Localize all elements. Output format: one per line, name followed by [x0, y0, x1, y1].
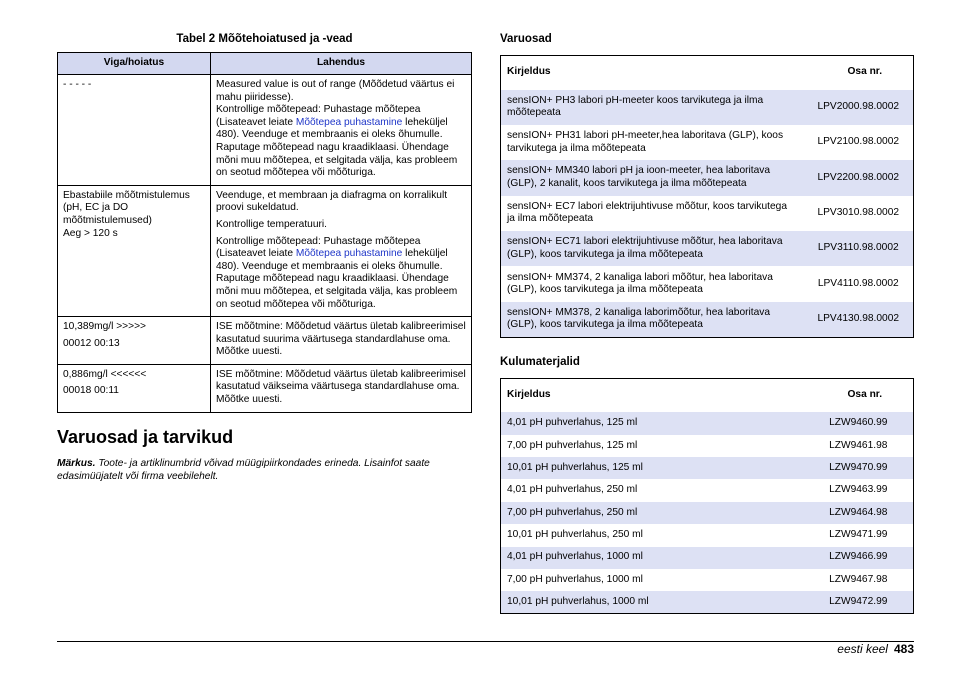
part-number: LPV2200.98.0002 — [804, 160, 914, 195]
header-description: Kirjeldus — [501, 378, 804, 412]
solution-text: Measured value is out of range (Mõõdetud väärtus ei mahu piiridesse). Kontrollige mõõtepead: Puhastage mõõtepea (Lisateavet leiate Mõõtepea puhastamine leheküljel 480). Veenduge et membraanis ei oleks õhumulle. Raputage mõõtepead nagu kraadiklaasi. Ühendage mõni muu mõõtepea, et selgitada välja, kas probleem on seotud mõõtepea või mõõturiga. — [216, 79, 458, 179]
table-row — [501, 569, 914, 591]
consumables-title: Kulumaterjalid — [500, 355, 580, 368]
table-row — [58, 317, 472, 365]
error-table — [57, 52, 472, 413]
error-table-header — [58, 53, 472, 75]
description: 10,01 pH puhverlahus, 125 ml — [501, 457, 804, 479]
part-number: LZW9467.98 — [829, 573, 888, 585]
spare-parts-title: Varuosad — [500, 33, 552, 45]
table-row — [501, 457, 914, 479]
header-solution: Lahendus — [211, 53, 472, 75]
error-table-caption: Tabel 2 Mõõtehoiatused ja -vead — [176, 33, 353, 45]
solution-text: Kontrollige mõõtepead: Puhastage mõõtepea (Lisateavet leiate Mõõtepea puhastamine leheküljel 480). Veenduge et membraanis ei oleks õhumulle. Raputage mõõtepead nagu kraadiklaasi. Ühendage mõni muu mõõtepea, et selgitada välja, kas probleem on seotud mõõtepea või mõõturiga. — [216, 235, 458, 310]
error-cell — [58, 317, 211, 365]
error-text: Ebastabiile mõõtmistulemus (pH, EC ja DO mõõtmistulemused) Aeg > 120 s — [63, 189, 190, 239]
note-text: Toote- ja artiklinumbrid võivad müügipiirkondades erineda. Lisainfot saate edasimüüjatelt või firma veebilehelt. — [57, 457, 430, 482]
error-cell — [58, 75, 211, 186]
solution-cell — [211, 185, 472, 316]
error-cell — [58, 364, 211, 412]
part-number: LZW9460.99 — [804, 412, 914, 434]
table-header-row — [501, 378, 914, 412]
solution-cell — [211, 364, 472, 412]
header-part-number: Osa nr. — [804, 378, 914, 412]
part-number: LZW9470.99 — [804, 457, 914, 479]
part-number: LPV3110.98.0002 — [804, 231, 914, 266]
error-text: 10,389mg/l >>>>> — [63, 321, 146, 333]
table-row — [58, 364, 472, 412]
footer-language: eesti keel — [837, 642, 888, 656]
error-text: 0,886mg/l <<<<<< — [63, 368, 147, 380]
part-number: LPV2100.98.0002 — [817, 136, 900, 148]
table-row — [501, 591, 914, 613]
table-row — [501, 160, 914, 195]
description: 4,01 pH puhverlahus, 1000 ml — [501, 547, 804, 569]
description: sensION+ PH3 labori pH-meeter koos tarvikutega ja ilma mõõtepeata — [501, 90, 804, 125]
part-number: LPV2000.98.0002 — [804, 90, 914, 125]
table-row — [501, 479, 914, 501]
table-row — [58, 185, 472, 316]
description: 7,00 pH puhverlahus, 1000 ml — [507, 573, 643, 585]
table-header-row — [501, 56, 914, 90]
part-number: LZW9463.99 — [829, 484, 888, 496]
table-row — [501, 231, 914, 266]
table-row — [501, 547, 914, 569]
part-number: LZW9464.98 — [804, 502, 914, 524]
solution-cell — [211, 317, 472, 365]
description: sensION+ PH31 labori pH-meeter,hea laboritava (GLP), koos tarvikutega ja ilma mõõtepeata — [507, 129, 784, 154]
part-number: LZW9466.99 — [804, 547, 914, 569]
header-description: Kirjeldus — [501, 56, 804, 90]
part-number: LPV4130.98.0002 — [804, 302, 914, 337]
cross-reference-link[interactable]: Mõõtepea puhastamine — [295, 248, 403, 260]
solution-text: ISE mõõtmine: Mõõdetud väärtus ületab kalibreerimisel kasutatud väikseima väärtusega standardlahuse oma. Mõõtke uuesti. — [216, 368, 466, 406]
section-title: Varuosad ja tarvikud — [57, 426, 234, 447]
right-column — [500, 33, 914, 614]
cross-reference-link[interactable]: Mõõtepea puhastamine — [295, 116, 403, 128]
table-row — [501, 196, 914, 231]
description: 10,01 pH puhverlahus, 1000 ml — [501, 591, 804, 613]
description: sensION+ MM374, 2 kanaliga labori mõõtur, hea laboritava (GLP), koos tarvikutega ja ilma mõõtepeata — [507, 271, 773, 296]
part-number: LPV4110.98.0002 — [817, 277, 899, 289]
note-paragraph — [57, 457, 472, 483]
error-text: 00018 00:11 — [63, 385, 119, 397]
table-row — [501, 435, 914, 457]
description: sensION+ MM378, 2 kanaliga laborimõõtur, hea laboritava (GLP), koos tarvikutega ja ilma mõõtepeata — [501, 302, 804, 337]
solution-text: ISE mõõtmine: Mõõdetud väärtus ületab kalibreerimisel kasutatud suurima väärtusega standardlahuse oma. Mõõtke uuesti. — [216, 321, 466, 358]
table-row — [501, 302, 914, 337]
table-row — [501, 90, 914, 125]
solution-text: Kontrollige temperatuuri. — [216, 218, 327, 230]
solution-text: Veenduge, et membraan ja diafragma on korralikult proovi sukeldatud. — [216, 189, 448, 214]
description: sensION+ EC71 labori elektrijuhtivuse mõõtur, hea laboritava (GLP), koos tarvikutega ja ilma mõõtepeata — [501, 231, 804, 266]
description: 10,01 pH puhverlahus, 250 ml — [507, 529, 643, 541]
consumables-table — [500, 378, 914, 615]
error-text: - - - - - — [63, 79, 92, 90]
table-row — [501, 502, 914, 524]
part-number: LZW9471.99 — [829, 529, 888, 541]
table-row — [501, 125, 914, 160]
error-cell — [58, 185, 211, 316]
header-error: Viga/hoiatus — [58, 53, 211, 75]
description: 4,01 pH puhverlahus, 250 ml — [507, 484, 638, 496]
header-part-number: Osa nr. — [804, 56, 914, 90]
table-row — [501, 524, 914, 546]
error-text: 00012 00:13 — [63, 337, 120, 349]
spare-parts-table — [500, 55, 914, 338]
description: 7,00 pH puhverlahus, 125 ml — [507, 439, 638, 451]
description: 7,00 pH puhverlahus, 250 ml — [501, 502, 804, 524]
part-number: LZW9461.98 — [829, 439, 888, 451]
footer-divider — [57, 641, 914, 642]
description: sensION+ MM340 labori pH ja ioon-meeter, hea laboritava (GLP), 2 kanalit, koos tarvikutega ja ilma mõõtepeata — [501, 160, 804, 195]
part-number: LZW9472.99 — [804, 591, 914, 613]
left-column — [57, 33, 472, 483]
description: 4,01 pH puhverlahus, 125 ml — [501, 412, 804, 434]
table-row — [501, 412, 914, 434]
solution-cell — [211, 75, 472, 186]
page-footer — [837, 642, 914, 656]
part-number: LPV3010.98.0002 — [817, 207, 900, 219]
table-row — [501, 266, 914, 301]
note-label: Märkus. — [57, 457, 96, 469]
page-number: 483 — [893, 642, 914, 656]
description: sensION+ EC7 labori elektrijuhtivuse mõõtur, koos tarvikutega ja ilma mõõtepeata — [507, 200, 788, 225]
table-row — [58, 75, 472, 186]
